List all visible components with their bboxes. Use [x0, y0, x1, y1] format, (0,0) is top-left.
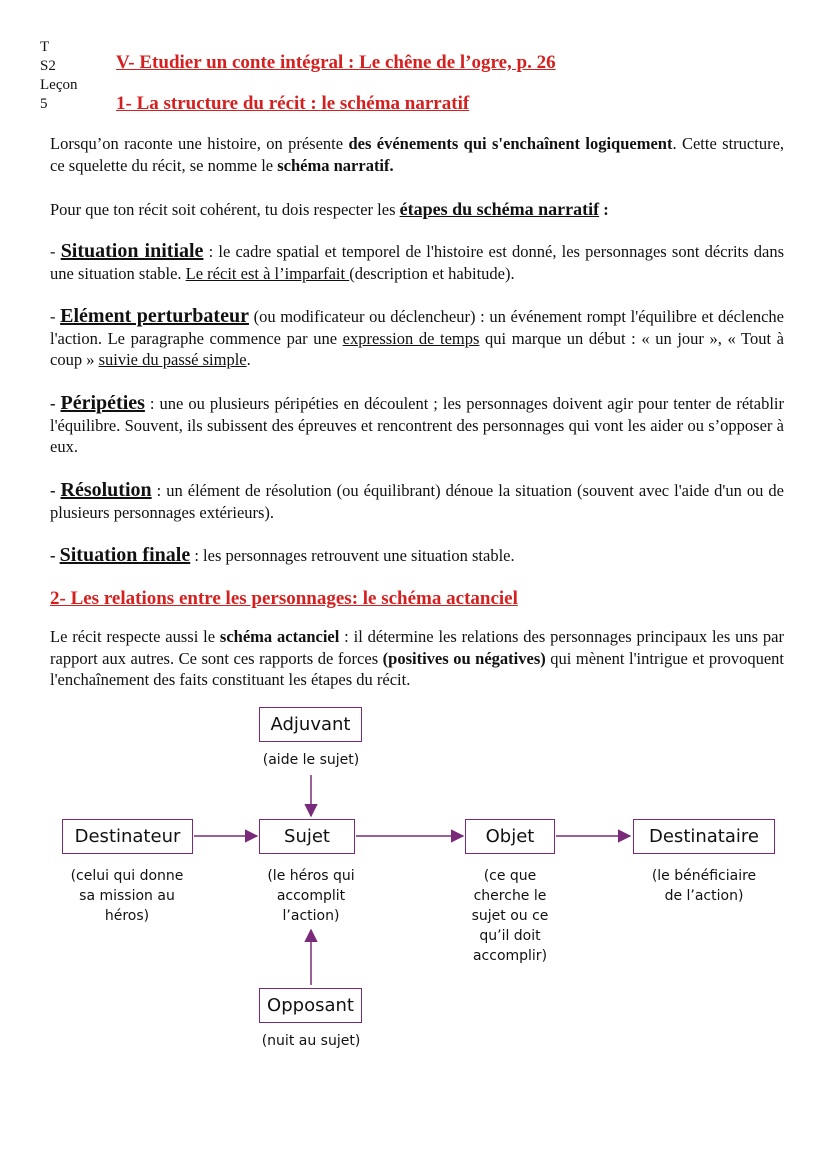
destinataire-caption	[624, 866, 784, 906]
caption-line: de l’action)	[664, 888, 744, 904]
step-text: : le cadre spatial et temporel de l'histoire est donné, les personnages sont décrits dans une situation stable.	[50, 242, 784, 283]
dash: -	[50, 394, 61, 413]
step-term: Elément perturbateur	[60, 305, 249, 327]
destinateur-box: Destinateur	[62, 819, 193, 854]
dash: -	[50, 481, 61, 500]
caption-line: sujet ou ce	[471, 908, 549, 924]
intro-bold-underline: étapes du schéma narratif	[399, 199, 600, 219]
step-text: .	[246, 350, 251, 369]
adjuvant-caption: (aide le sujet)	[262, 752, 360, 768]
caption-line: l’action)	[282, 908, 340, 924]
caption-line: qu’il doit	[479, 928, 541, 944]
sujet-box: Sujet	[259, 819, 355, 854]
caption-line: (ce que	[483, 868, 537, 884]
destinateur-caption	[52, 866, 202, 926]
margin-line: T	[40, 39, 50, 55]
step-term: Péripéties	[60, 392, 145, 414]
caption-line: (le héros qui	[267, 868, 355, 884]
step-underline: Le récit est à l’imparfait	[185, 263, 350, 283]
step-text: qui marque un début : « un jour », « Tout à coup »	[50, 328, 784, 369]
dash: -	[50, 546, 60, 565]
actanciel-bold: (positives ou négatives)	[382, 648, 546, 668]
sujet-caption	[246, 866, 376, 926]
actanciel-text: Le récit respecte aussi le	[50, 627, 220, 646]
section2-heading: 2- Les relations entre les personnages: le schéma actanciel	[50, 588, 518, 609]
step-underline: expression de temps	[342, 328, 480, 348]
margin-line: 5	[40, 96, 48, 112]
step-text: : un élément de résolution (ou équilibrant) dénoue la situation (souvent avec l'aide d'un ou de plusieurs personnages extérieurs).	[50, 481, 784, 522]
section1-heading: 1- La structure du récit : le schéma narratif	[116, 93, 470, 114]
step-text: : les personnages retrouvent une situation stable.	[190, 546, 515, 565]
step-term: Résolution	[60, 479, 152, 501]
intro-bold: schéma narratif.	[277, 155, 394, 175]
step-underline: suivie du passé simple	[98, 350, 247, 369]
step-text: (description et habitude).	[349, 263, 515, 283]
destinataire-box: Destinataire	[633, 819, 775, 854]
margin-line: Leçon	[40, 77, 78, 93]
caption-line: sa mission au	[79, 888, 175, 904]
intro-text: . Cette structure, ce squelette du récit, se nomme le	[50, 134, 785, 175]
actanciel-bold: schéma actanciel	[219, 627, 340, 646]
step-text: : une ou plusieurs péripéties en découlent ; les personnages doivent agir pour tenter de rétablir l'équilibre. Souvent, ils subissent des épreuves et rencontrent des personnages qui vont les aider ou s’opposer à eux.	[50, 394, 784, 456]
objet-caption	[450, 866, 570, 966]
step-term: Situation initiale	[60, 240, 204, 262]
adjuvant-box: Adjuvant	[259, 707, 362, 742]
caption-line: héros)	[104, 908, 150, 924]
caption-line: cherche le	[473, 888, 547, 904]
intro-text: :	[599, 200, 609, 219]
actanciel-text: qui mènent l'intrigue et provoquent l'enchaînement des faits constituant les étapes du récit.	[50, 648, 785, 689]
intro-text: Pour que ton récit soit cohérent, tu dois respecter les	[50, 200, 400, 219]
caption-line: (le bénéficiaire	[651, 868, 757, 884]
caption-line: (celui qui donne	[70, 868, 184, 884]
dash: -	[50, 242, 61, 261]
intro-text: Lorsqu’on raconte une histoire, on présente	[50, 134, 349, 153]
step-text: (ou modificateur ou déclencheur) : un événement rompt l'équilibre et déclenche l'action. Le paragraphe commence par une	[50, 307, 784, 348]
step-term: Situation finale	[59, 544, 191, 566]
opposant-box: Opposant	[259, 988, 362, 1023]
margin-line: S2	[40, 58, 56, 74]
opposant-caption: (nuit au sujet)	[261, 1033, 361, 1049]
intro-bold: des événements qui s'enchaînent logiquement	[348, 134, 673, 153]
caption-line: accomplir)	[472, 948, 548, 964]
actanciel-text: : il détermine les relations des personnages principaux les uns par rapport aux autres. Ce sont ces rapports de forces	[50, 627, 784, 668]
dash: -	[50, 307, 61, 326]
caption-line: accomplit	[276, 888, 346, 904]
page-title: V- Etudier un conte intégral : Le chêne de l’ogre, p. 26	[116, 52, 556, 73]
objet-box: Objet	[465, 819, 555, 854]
